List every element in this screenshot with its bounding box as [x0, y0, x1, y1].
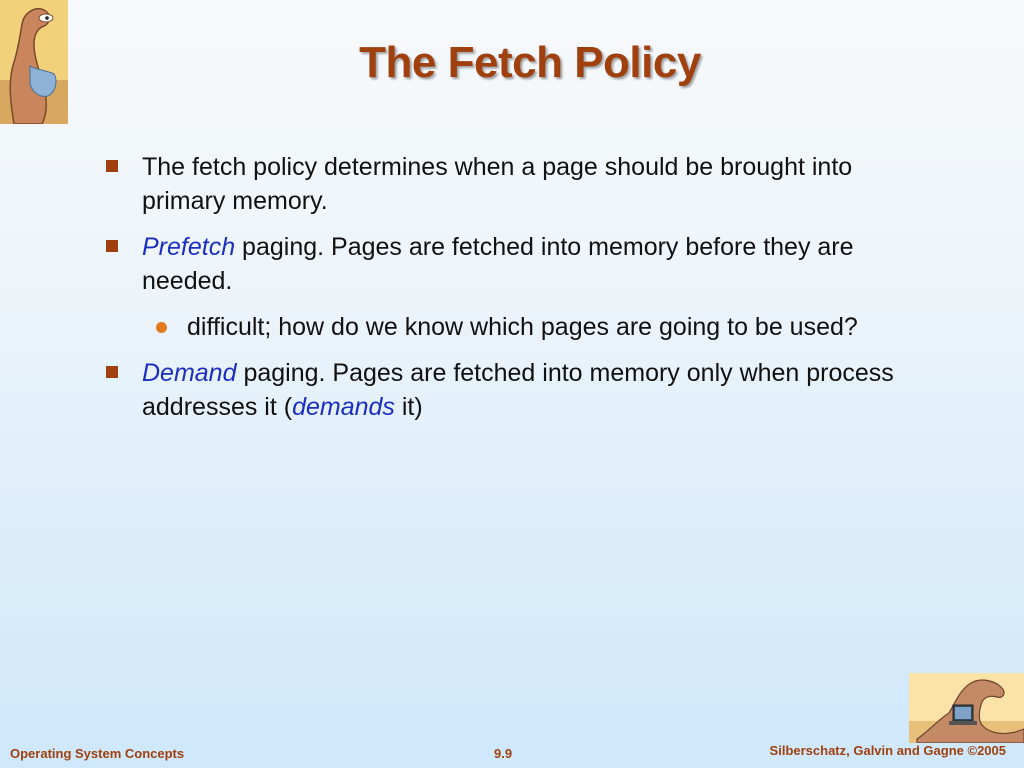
- sub-bullet-difficult: [104, 310, 924, 344]
- footer-course: Operating System Concepts: [10, 746, 185, 761]
- term-prefetch: Prefetch: [142, 233, 236, 261]
- term-demands: demands: [292, 393, 395, 421]
- sub-bullet-text: difficult; how do we know which pages are going to be used?: [187, 313, 858, 341]
- bullet-text: paging. Pages are fetched into memory before they are needed.: [142, 233, 854, 295]
- bullet-tail: it): [394, 393, 423, 421]
- bullet-demand: [104, 356, 924, 424]
- term-demand: Demand: [142, 359, 237, 387]
- square-bullet-icon: [106, 160, 118, 172]
- bullet-text: paging. Pages are fetched into memory only when process addresses it (: [142, 359, 894, 421]
- slide-body: [104, 150, 924, 436]
- round-bullet-icon: [156, 322, 167, 333]
- dinosaur-laptop-icon: [909, 673, 1024, 743]
- bullet-text: The fetch policy determines when a page should be brought into primary memory.: [142, 153, 853, 215]
- bullet-prefetch: [104, 230, 924, 298]
- footer-slide-number: 9.9: [494, 746, 513, 761]
- slide-title: The Fetch Policy: [359, 38, 701, 87]
- bullet-fetch-policy: [104, 150, 924, 218]
- footer-authors: Silberschatz, Galvin and Gagne ©2005: [769, 743, 1006, 758]
- square-bullet-icon: [106, 366, 118, 378]
- square-bullet-icon: [106, 240, 118, 252]
